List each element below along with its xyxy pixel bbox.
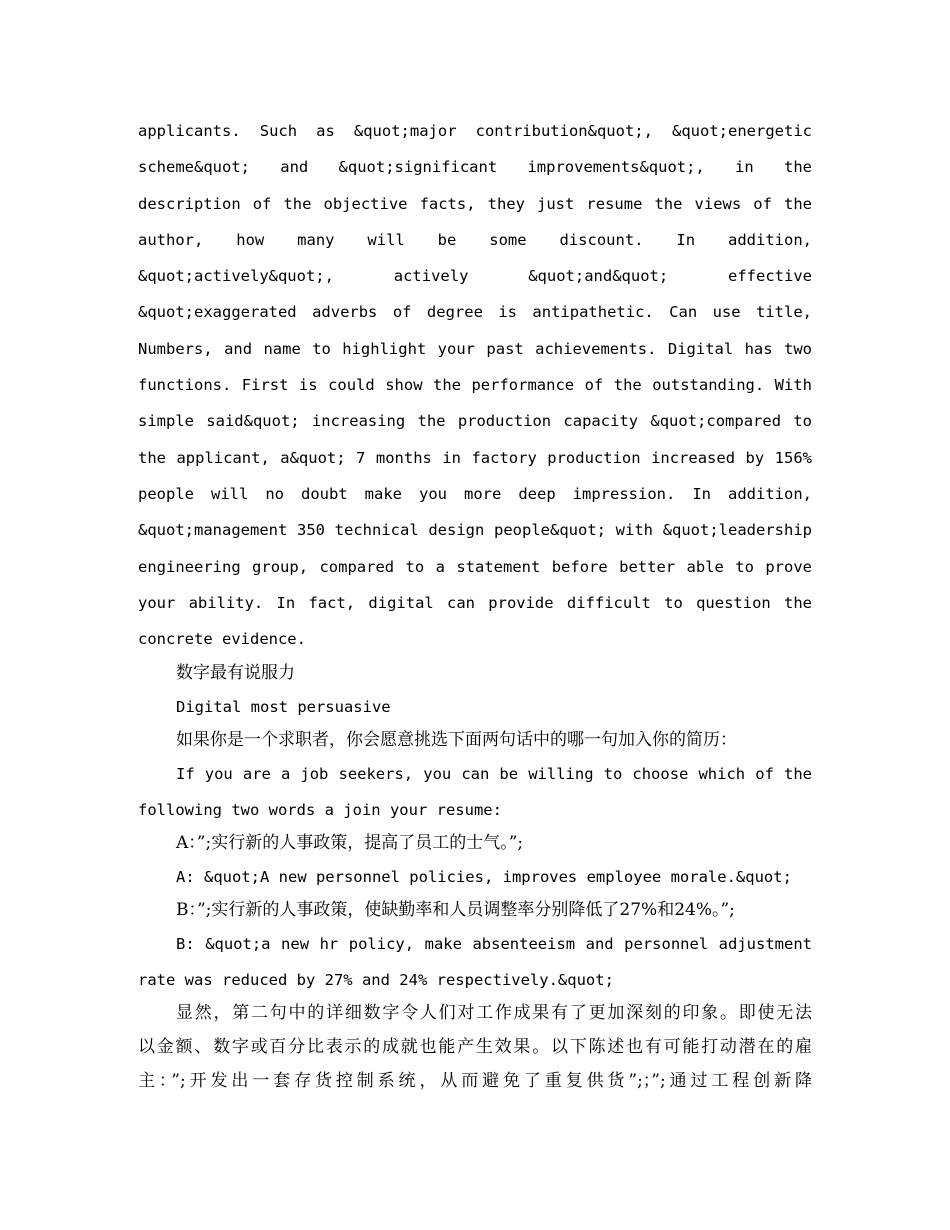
text-line: applicants. Such as &quot;major contribution&quot;, &quot;energetic [138,122,812,140]
option-a-en: A: &quot;A new personnel policies, improves employee morale.&quot; [176,868,792,886]
paragraph-resume-wording [138,113,812,657]
text-line: &quot;management 350 technical design people&quot; with &quot;leadership [138,521,812,540]
question-en-line1: If you are a job seekers, you can be willing to choose which of the [176,765,812,783]
text-line: the applicant, a&quot; 7 months in factory production increased by 156% [138,448,812,467]
text-line: Numbers, and name to highlight your past achievements. Digital has two [138,339,812,358]
question-en-line2: following two words a join your resume: [138,801,502,819]
option-b-en-line1: B: &quot;a new hr policy, make absenteeism and personnel adjustment [176,935,812,953]
text-line: people will no doubt make you more deep impression. In addition, [138,484,812,503]
text-line: engineering group, compared to a statement before better able to prove [138,557,812,576]
text-line: scheme&quot; and &quot;significant improvements&quot;, in the [138,158,812,177]
conclusion-cn-line1: 显然，第二句中的详细数字令人们对工作成果有了更加深刻的印象。即使无法 [176,1003,812,1023]
question-cn: 如果你是一个求职者，你会愿意挑选下面两句话中的哪一句加入你的简历： [176,730,737,750]
option-a-cn: A：”;实行新的人事政策，提高了员工的士气。”; [176,833,524,853]
text-line-last: concrete evidence. [138,630,306,649]
text-line: your ability. In fact, digital can provide difficult to question the [138,593,812,612]
text-line: &quot;exaggerated adverbs of degree is antipathetic. Can use title, [138,303,812,322]
conclusion-cn-line3: 主：”;开发出一套存货控制系统，从而避免了重复供货”;；”;通过工程创新降 [138,1071,812,1091]
text-line: simple said&quot; increasing the production capacity &quot;compared to [138,412,812,431]
text-line: functions. First is could show the performance of the outstanding. With [138,376,812,395]
text-line: &quot;actively&quot;, actively &quot;and&quot; effective [138,267,812,286]
heading-en: Digital most persuasive [176,698,391,716]
option-b-cn: B：”;实行新的人事政策，使缺勤率和人员调整率分别降低了27%和24%。”; [176,900,735,920]
option-b-en-line2: rate was reduced by 27% and 24% respectively.&quot; [138,971,614,989]
text-line: description of the objective facts, they just resume the views of the [138,194,812,213]
conclusion-cn-line2: 以金额、数字或百分比表示的成就也能产生效果。以下陈述也有可能打动潜在的雇 [138,1037,812,1057]
heading-cn: 数字最有说服力 [176,663,295,683]
text-line: author, how many will be some discount. In addition, [138,230,812,249]
